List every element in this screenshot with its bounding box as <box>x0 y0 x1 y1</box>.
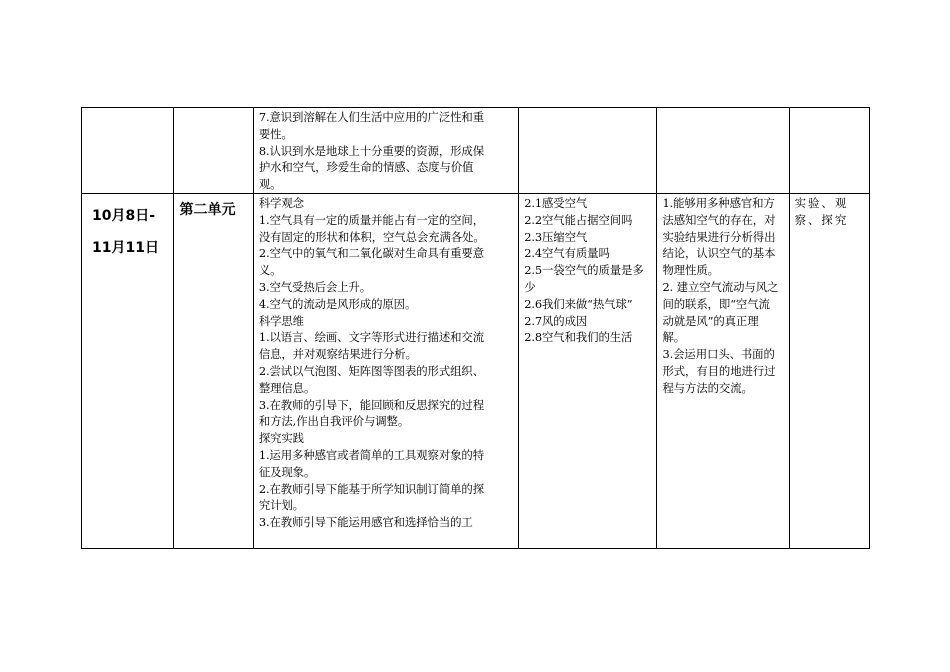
date-cell <box>82 194 174 549</box>
goals-cell <box>253 194 518 549</box>
method-cell <box>789 194 869 549</box>
lesson-item: 2.5一袋空气的质量是多 <box>524 263 644 278</box>
text-line: 2.空气中的氧气和二氧化碳对生命具有重要意 <box>258 246 485 261</box>
text-line: 结论，认识空气的基本 <box>662 246 776 261</box>
table-row <box>82 108 870 194</box>
lesson-item: 2.3压缩空气 <box>524 229 588 244</box>
unit-title: 第二单元 <box>179 202 236 218</box>
text-line: 要性。 <box>258 126 293 141</box>
section-heading: 科学思维 <box>258 313 304 328</box>
text-line: 2.尝试以气泡图、矩阵图等图表的形式组织、 <box>258 363 485 378</box>
text-line: 1.空气具有一定的质量并能占有一定的空间， <box>258 212 485 227</box>
text-line: 观。 <box>258 177 282 192</box>
text-line: 1.运用多种感官或者简单的工具观察对象的特 <box>258 447 485 462</box>
unit-cell <box>173 108 253 194</box>
goals-cell <box>253 108 518 194</box>
text-line: 1.能够用多种感官和方 <box>662 196 775 210</box>
text-line: 法感知空气的存在，对 <box>662 212 776 227</box>
lesson-item: 2.8空气和我们的生活 <box>524 330 633 345</box>
text-line: 没有固定的形状和体积，空气总会充满各处。 <box>258 229 485 244</box>
text-line: 4.空气的流动是风形成的原因。 <box>258 296 417 311</box>
section-heading: 探究实践 <box>258 431 304 446</box>
text-line: 和方法,作出自我评价与调整。 <box>258 414 410 429</box>
date-cell <box>82 108 174 194</box>
method-text <box>790 194 869 229</box>
text-line: 3.在教师引导下能运用感官和选择恰当的工 <box>258 515 473 530</box>
method-cell <box>789 108 869 194</box>
lesson-item: 2.6我们来做“热气球” <box>524 296 633 311</box>
text-line: 3.在教师的引导下，能回顾和反思探究的过程 <box>258 397 485 412</box>
lessons-cell <box>519 108 657 194</box>
teaching-plan-table <box>81 107 870 549</box>
text-line: 1.以语言、绘画、文字等形式进行描述和交流 <box>258 330 485 345</box>
date-range <box>82 194 173 264</box>
focus-cell <box>657 108 789 194</box>
text-line: 间的联系，即“空气流 <box>662 296 770 311</box>
text-line: 3.空气受热后会上升。 <box>258 279 372 294</box>
date-start: 10月8日- <box>92 208 156 224</box>
text-line: 动就是风”的真正理 <box>662 313 759 328</box>
lesson-item: 2.7风的成因 <box>524 313 588 328</box>
text-line: 义。 <box>258 263 282 278</box>
lesson-item: 2.4空气有质量吗 <box>524 246 610 261</box>
lessons-cell <box>519 194 657 549</box>
text-line: 形式，有目的地进行过 <box>662 363 776 378</box>
table-row <box>82 194 870 549</box>
text-line: 解。 <box>662 330 686 345</box>
unit-cell <box>173 194 253 549</box>
lessons-list <box>519 194 656 346</box>
text-line: 8.认识到水是地球上十分重要的资源，形成保 <box>258 143 485 158</box>
text-line: 究计划。 <box>258 498 304 513</box>
text-line: 2. 建立空气流动与风之 <box>662 279 779 294</box>
lesson-item: 2.2空气能占据空间吗 <box>524 212 633 227</box>
text-line: 程与方法的交流。 <box>662 380 753 395</box>
text-line: 护水和空气，珍爱生命的情感、态度与价值 <box>258 160 474 175</box>
text-line: 实验、观 <box>794 196 849 210</box>
text-line: 信息，并对观察结果进行分析。 <box>258 347 417 362</box>
lesson-item: 少 <box>524 279 536 294</box>
lesson-item: 2.1感受空气 <box>524 196 588 210</box>
text-line: 7.意识到溶解在人们生活中应用的广泛性和重 <box>258 110 485 124</box>
text-line: 2.在教师引导下能基于所学知识制订简单的探 <box>258 481 485 496</box>
goals-text <box>254 108 518 193</box>
focus-text <box>657 194 788 397</box>
text-line: 征及现象。 <box>258 464 316 479</box>
text-line: 实验结果进行分析得出 <box>662 229 776 244</box>
text-line: 整理信息。 <box>258 380 316 395</box>
section-heading: 科学观念 <box>258 196 304 210</box>
text-line: 物理性质。 <box>662 263 719 278</box>
text-line: 察、探究 <box>794 212 849 227</box>
goals-text <box>254 194 518 531</box>
focus-cell <box>657 194 789 549</box>
text-line: 3.会运用口头、书面的 <box>662 347 775 362</box>
date-end: 11月11日 <box>92 240 159 256</box>
